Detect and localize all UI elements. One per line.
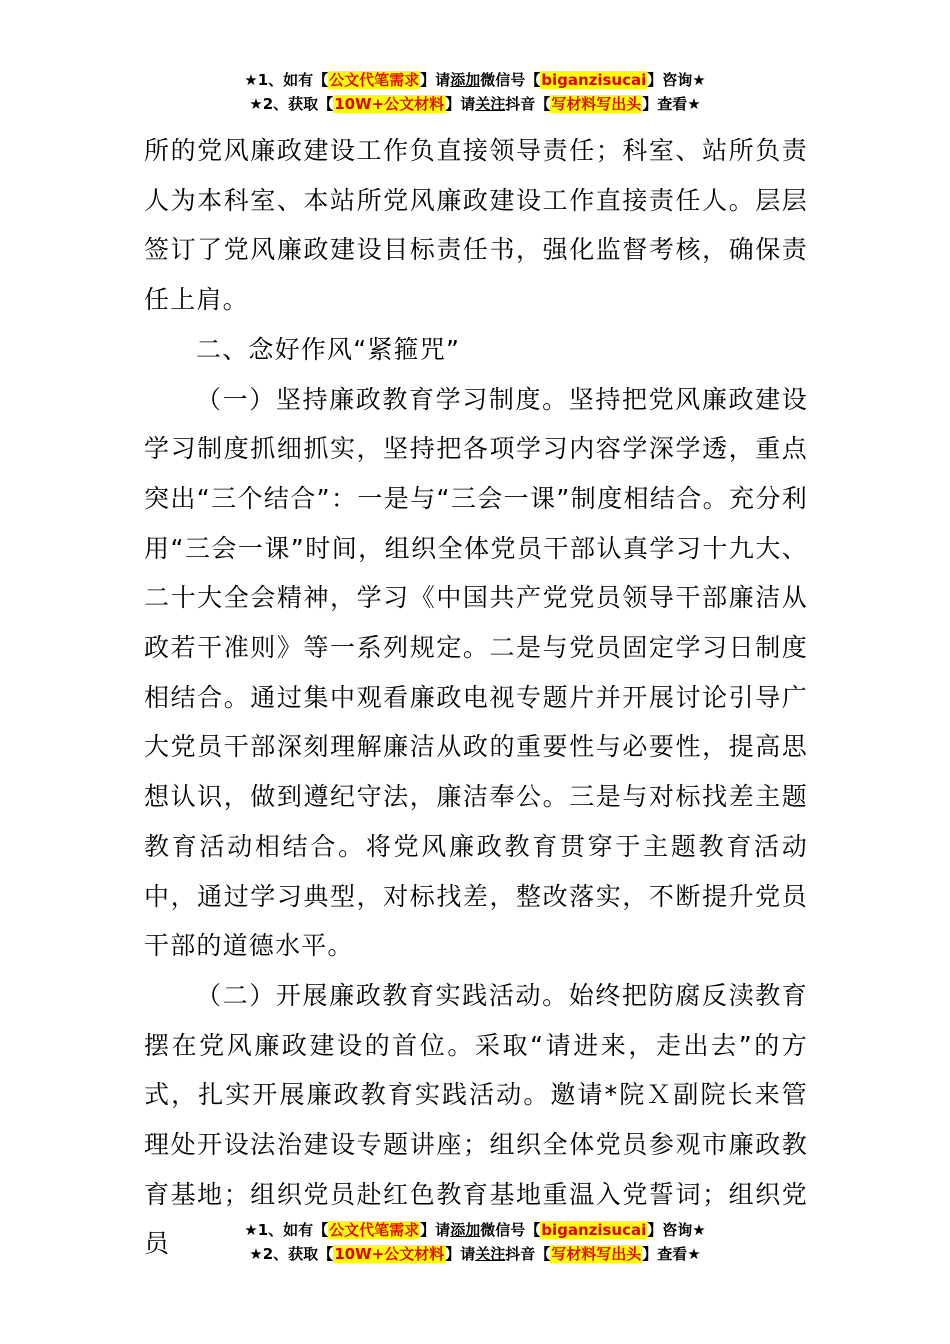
banner-highlight: 公文代笔需求 xyxy=(329,71,420,89)
banner-text: 】请 xyxy=(420,1221,451,1239)
banner-text: 微信号【 xyxy=(480,1221,541,1239)
banner-douyin-id: 写材料写出头 xyxy=(551,95,642,113)
banner-underline: 关注 xyxy=(475,1245,506,1263)
banner-highlight: 10W+公文材料 xyxy=(334,1245,445,1263)
banner-text: 抖音【 xyxy=(505,95,551,113)
banner-text: ★1、如有【 xyxy=(244,1221,329,1239)
document-body xyxy=(144,126,808,1269)
banner-text: ★1、如有【 xyxy=(244,71,329,89)
banner-line-2 xyxy=(0,1242,950,1266)
banner-text: 】请 xyxy=(445,1245,476,1263)
banner-highlight: 10W+公文材料 xyxy=(334,95,445,113)
banner-highlight: 公文代笔需求 xyxy=(329,1221,420,1239)
banner-text: 】咨询★ xyxy=(647,1221,706,1239)
banner-text: ★2、获取【 xyxy=(249,1245,334,1263)
banner-line-1 xyxy=(0,68,950,92)
banner-text: 】查看★ xyxy=(642,1245,701,1263)
banner-line-1 xyxy=(0,1218,950,1242)
footer-banner xyxy=(0,1218,950,1266)
header-banner xyxy=(0,68,950,116)
banner-text: 】咨询★ xyxy=(647,71,706,89)
paragraph-education-practice: （二）开展廉政教育实践活动。始终把防腐反渎教育摆在党风廉政建设的首位。采取“请进来，走出去”的方式，扎实开展廉政教育实践活动。邀请*院Ｘ副院长来管理处开设法治建设专题讲座；组织全体党员参观市廉政教育基地；组织党员赴红色教育基地重温入党誓词；组织党员 xyxy=(144,980,808,1259)
banner-underline: 添加 xyxy=(450,71,481,89)
banner-wechat-id: biganzisucai xyxy=(541,1221,647,1239)
banner-text: 】请 xyxy=(445,95,476,113)
banner-text: 】请 xyxy=(420,71,451,89)
section-heading: 二、念好作风“紧箍咒” xyxy=(196,334,461,364)
banner-text: 微信号【 xyxy=(480,71,541,89)
banner-underline: 添加 xyxy=(450,1221,481,1239)
banner-text: ★2、获取【 xyxy=(249,95,334,113)
paragraph-continuation: 所的党风廉政建设工作负直接领导责任；科室、站所负责人为本科室、本站所党风廉政建设工作直接责任人。层层签订了党风廉政建设目标责任书，强化监督考核，确保责任上肩。 xyxy=(144,136,808,315)
banner-douyin-id: 写材料写出头 xyxy=(551,1245,642,1263)
banner-text: 抖音【 xyxy=(505,1245,551,1263)
banner-line-2 xyxy=(0,92,950,116)
banner-wechat-id: biganzisucai xyxy=(541,71,647,89)
paragraph-education-study: （一）坚持廉政教育学习制度。坚持把党风廉政建设学习制度抓细抓实，坚持把各项学习内容学深学透，重点突出“三个结合”：一是与“三会一课”制度相结合。充分利用“三会一课”时间，组织全体党员干部认真学习十九大、二十大全会精神，学习《中国共产党党员领导干部廉洁从政若干准则》等一系列规定。二是与党员固定学习日制度相结合。通过集中观看廉政电视专题片并开展讨论引导广大党员干部深刻理解廉洁从政的重要性与必要性，提高思想认识，做到遵纪守法，廉洁奉公。三是与对标找差主题教育活动相结合。将党风廉政教育贯穿于主题教育活动中，通过学习典型，对标找差，整改落实，不断提升党员干部的道德水平。 xyxy=(144,384,808,961)
banner-text: 】查看★ xyxy=(642,95,701,113)
banner-underline: 关注 xyxy=(475,95,506,113)
